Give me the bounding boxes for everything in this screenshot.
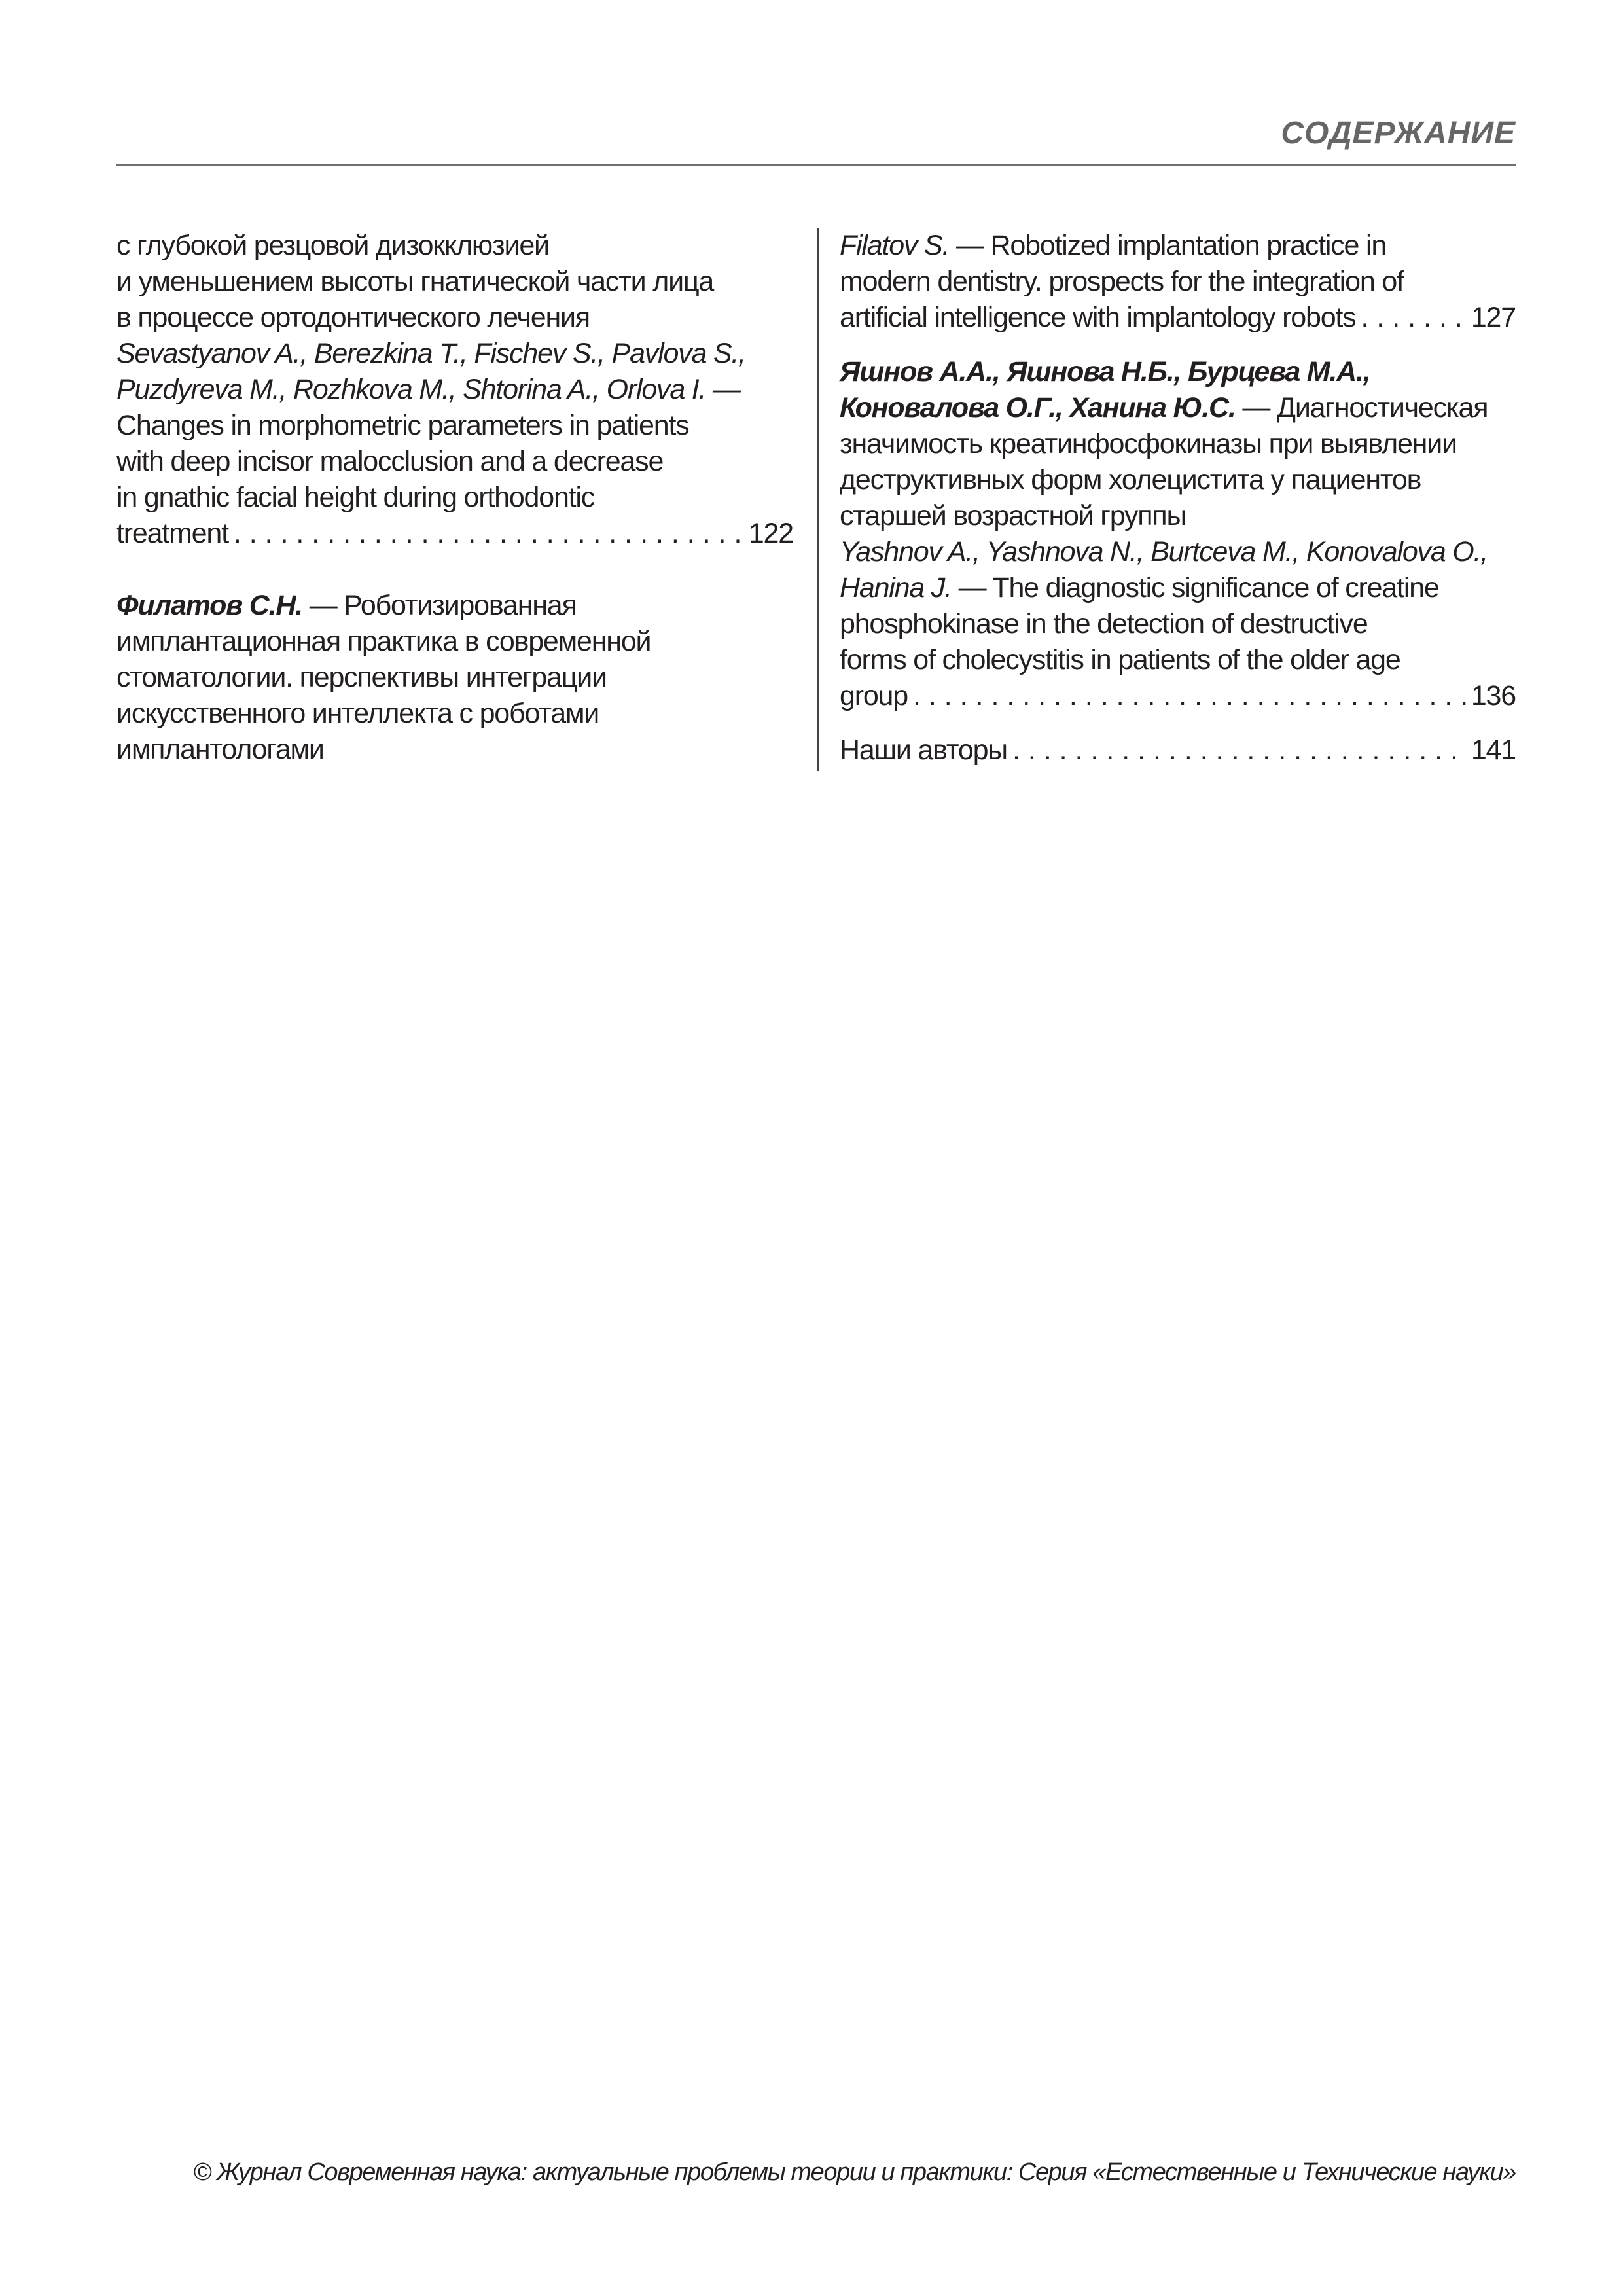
toc-leader-line (840, 732, 1516, 768)
en-title-line: modern dentistry. prospects for the integration of (840, 266, 1404, 297)
en-authors-line: Yashnov A., Yashnova N., Burtceva M., Konovalova O., (840, 536, 1488, 567)
en-authors-line: Puzdyreva M., Rozhkova M., Shtorina A., Orlova I. — (116, 374, 740, 405)
en-title-line: forms of cholecystitis in patients of the older age (840, 644, 1400, 675)
page-number[interactable]: 122 (748, 518, 793, 549)
en-title-line: Changes in morphometric parameters in patients (116, 410, 689, 441)
toc-entry-our-authors[interactable] (840, 732, 1516, 768)
en-authors-line: Sevastyanov A., Berezkina T., Fischev S., Pavlova S., (116, 338, 745, 369)
en-title-start: — Robotized implantation practice in (949, 230, 1387, 261)
en-authors: Hanina J. (840, 572, 952, 603)
ru-title-line: стоматологии. перспективы интеграции (116, 662, 607, 693)
en-title-start: — The diagnostic significance of creatine (951, 572, 1439, 603)
en-title-line: with deep incisor malocclusion and a decrease (116, 446, 664, 477)
entry-authors: Яшнов А.А., Яшнова Н.Б., Бурцева М.А., (840, 356, 1370, 387)
ru-title-line: старшей возрастной группы (840, 500, 1186, 531)
dot-leader (1361, 300, 1465, 336)
toc-entry-sevastyanov[interactable] (116, 228, 793, 552)
ru-title-line: деструктивных форм холецистита у пациентов (840, 464, 1421, 495)
page-number[interactable]: 127 (1471, 302, 1516, 333)
ru-title-line: искусственного интеллекта с роботами (116, 698, 599, 729)
column-divider (817, 228, 819, 771)
toc-entry-filatov-en[interactable] (840, 228, 1516, 336)
en-authors: Filatov S. (840, 230, 950, 261)
toc-entry-yashnov[interactable] (840, 354, 1516, 714)
page-footer: © Журнал Современная наука: актуальные проблемы теории и практики: Серия «Естественные и Технические науки» (193, 2159, 1516, 2186)
toc-entry-filatov[interactable] (116, 588, 793, 768)
en-title-line: phosphokinase in the detection of destructive (840, 608, 1368, 639)
page-number[interactable]: 136 (1471, 680, 1516, 711)
ru-title-line: и уменьшением высоты гнатической части лица (116, 266, 714, 297)
ru-title-line: с глубокой резцовой дизокклюзией (116, 230, 549, 261)
dot-leader (1012, 732, 1466, 768)
toc-column-left (116, 228, 793, 768)
toc-leader-line (840, 678, 1516, 714)
ru-title-line: имплантологами (116, 734, 324, 765)
entry-title-start: — Роботизированная (302, 590, 577, 621)
en-title-line: in gnathic facial height during orthodontic (116, 482, 595, 513)
entry-title-start: — Диагностическая (1235, 392, 1488, 423)
running-header-title: СОДЕРЖАНИЕ (1281, 116, 1516, 151)
dot-leader (913, 678, 1466, 714)
section-label: Наши авторы (840, 734, 1007, 766)
ru-title-line: в процессе ортодонтического лечения (116, 302, 590, 333)
en-title-last-line: treatment (116, 518, 228, 549)
dot-leader (234, 516, 743, 552)
entry-authors: Коновалова О.Г., Ханина Ю.С. (840, 392, 1236, 423)
toc-leader-line (116, 516, 793, 552)
ru-title-line: значимость креатинфосфокиназы при выявлении (840, 428, 1457, 459)
toc-leader-line (840, 300, 1516, 336)
entry-authors: Филатов С.Н. (116, 590, 302, 621)
ru-title-line: имплантационная практика в современной (116, 626, 651, 657)
header-rule (116, 164, 1516, 166)
en-title-last-line: group (840, 680, 908, 711)
toc-column-right (840, 228, 1516, 768)
page-number[interactable]: 141 (1471, 734, 1516, 766)
en-title-last-line: artificial intelligence with implantology robots (840, 302, 1356, 333)
